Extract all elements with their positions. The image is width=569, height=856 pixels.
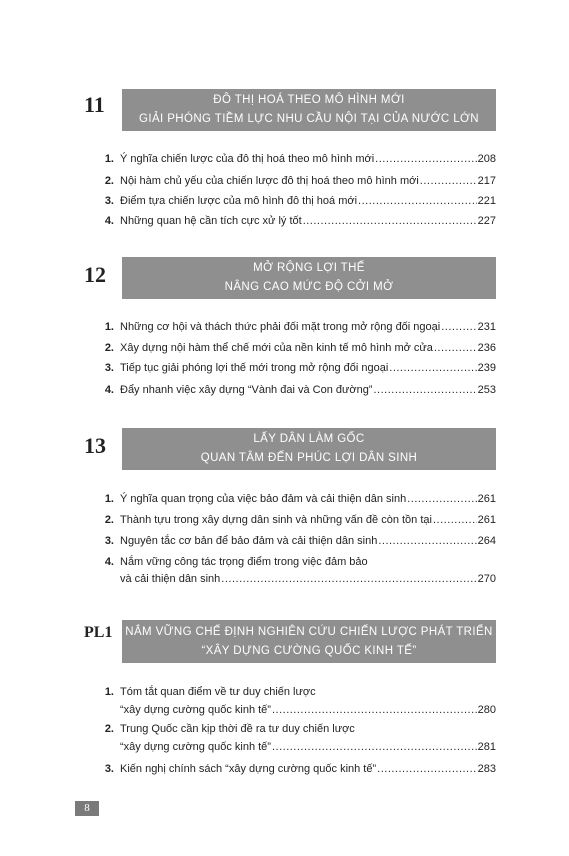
entry-number: 4.: [104, 556, 114, 568]
toc-entry[interactable]: [96, 513, 496, 528]
chapter-title-line1: ĐÔ THỊ HOÁ THEO MÔ HÌNH MỚI: [213, 94, 405, 106]
entry-page: 208: [477, 153, 496, 165]
entry-number: 3.: [104, 195, 114, 207]
toc-entry[interactable]: [96, 685, 496, 719]
entry-number: 2.: [104, 514, 114, 526]
entry-number: 1.: [104, 686, 114, 698]
toc-entry[interactable]: [96, 534, 496, 549]
chapter-number: 12: [84, 262, 106, 287]
entry-page: 270: [477, 573, 496, 585]
toc-entry[interactable]: [96, 194, 496, 209]
page-number: 8: [75, 801, 99, 816]
toc-entry[interactable]: [96, 492, 496, 507]
toc-entry[interactable]: [96, 214, 496, 229]
entry-title: Thành tựu trong xây dựng dân sinh và những vấn đề còn tồn tại: [120, 514, 432, 526]
chapter-number: PL1: [84, 624, 113, 641]
entry-title: Kiến nghị chính sách “xây dựng cường quốc kinh tế”: [120, 763, 377, 775]
entry-page: 281: [477, 741, 496, 753]
entry-page: 283: [477, 763, 496, 775]
chapter-title-line1: MỞ RỘNG LỢI THẾ: [253, 262, 365, 274]
entry-title: và cải thiện dân sinh: [120, 573, 221, 585]
entry-title: Ý nghĩa quan trọng của việc bảo đảm và cải thiện dân sinh: [120, 493, 407, 505]
entry-title: Điểm tựa chiến lược của mô hình đô thị hoá mới: [120, 195, 358, 207]
chapter-title-line2: GIẢI PHÓNG TIỀM LỰC NHU CẦU NỘI TẠI CỦA NƯỚC LỚN: [139, 113, 479, 125]
toc-entry[interactable]: [96, 762, 496, 777]
chapter-title-line2: QUAN TÂM ĐẾN PHÚC LỢI DÂN SINH: [200, 452, 418, 464]
chapter-title-line2: “XÂY DỰNG CƯỜNG QUỐC KINH TẾ”: [201, 644, 417, 657]
toc-entry[interactable]: [96, 383, 496, 398]
entry-page: 253: [477, 384, 496, 396]
entry-page: 221: [477, 195, 496, 207]
toc-entry[interactable]: [96, 555, 496, 589]
toc-entry[interactable]: [96, 722, 496, 756]
entry-page: 261: [477, 493, 496, 505]
toc-entry[interactable]: [96, 152, 496, 167]
entry-title: Nội hàm chủ yếu của chiến lược đô thị hoá theo mô hình mới: [120, 175, 419, 187]
chapter-number: 11: [84, 92, 105, 117]
entry-title: “xây dựng cường quốc kinh tế”: [120, 704, 271, 716]
chapter-title-line1: LẤY DÂN LÀM GỐC: [253, 433, 365, 445]
entry-title-line1: Trung Quốc cần kịp thời đề ra tư duy chiến lược: [120, 723, 355, 735]
toc-entry[interactable]: [96, 320, 496, 335]
entry-title: Những quan hệ cần tích cực xử lý tốt: [120, 215, 302, 227]
entry-page: 236: [477, 342, 496, 354]
entry-page: 280: [477, 704, 496, 716]
toc-entry[interactable]: [96, 174, 496, 189]
entry-number: 3.: [104, 362, 114, 374]
entry-title: Đẩy nhanh việc xây dựng “Vành đai và Con đường”: [120, 384, 373, 396]
entry-title-line1: Tóm tắt quan điểm về tư duy chiến lược: [120, 686, 316, 698]
entry-page: 227: [477, 215, 496, 227]
entry-number: 1.: [104, 493, 114, 505]
entry-title: Nguyên tắc cơ bản để bảo đảm và cải thiện dân sinh: [120, 535, 378, 547]
entry-number: 4.: [104, 215, 114, 227]
entry-title-line1: Nắm vững công tác trọng điểm trong việc đảm bảo: [120, 556, 368, 568]
toc-entry[interactable]: [96, 361, 496, 376]
entry-title: Những cơ hội và thách thức phải đối mặt trong mở rộng đối ngoại: [120, 321, 441, 333]
entry-page: 261: [477, 514, 496, 526]
entry-number: 3.: [104, 763, 114, 775]
entry-number: 3.: [104, 535, 114, 547]
entry-number: 2.: [104, 175, 114, 187]
entry-title: “xây dựng cường quốc kinh tế”: [120, 741, 271, 753]
entry-title: Xây dựng nội hàm thể chế mới của nền kinh tế mô hình mở cửa: [120, 342, 433, 354]
entry-page: 239: [477, 362, 496, 374]
entry-page: 217: [477, 175, 496, 187]
chapter-title-line1: NẮM VỮNG CHẾ ĐỊNH NGHIÊN CỨU CHIẾN LƯỢC PHÁT TRIỂN: [125, 625, 493, 638]
entry-number: 2.: [104, 342, 114, 354]
chapter-title-band: [122, 428, 496, 470]
entry-number: 1.: [104, 153, 114, 165]
entry-number: 1.: [104, 321, 114, 333]
chapter-title-band: [122, 257, 496, 299]
entry-number: 4.: [104, 384, 114, 396]
entry-page: 231: [477, 321, 496, 333]
chapter-title-band: [122, 89, 496, 131]
entry-title: Ý nghĩa chiến lược của đô thị hoá theo mô hình mới: [120, 153, 375, 165]
entry-page: 264: [477, 535, 496, 547]
toc-entry[interactable]: [96, 341, 496, 356]
chapter-number: 13: [84, 433, 106, 458]
entry-title: Tiếp tục giải phóng lợi thế mới trong mở rộng đối ngoại: [120, 362, 389, 374]
chapter-title-band: [122, 620, 496, 663]
entry-number: 2.: [104, 723, 114, 735]
chapter-title-line2: NÂNG CAO MỨC ĐỘ CỞI MỞ: [224, 281, 394, 293]
